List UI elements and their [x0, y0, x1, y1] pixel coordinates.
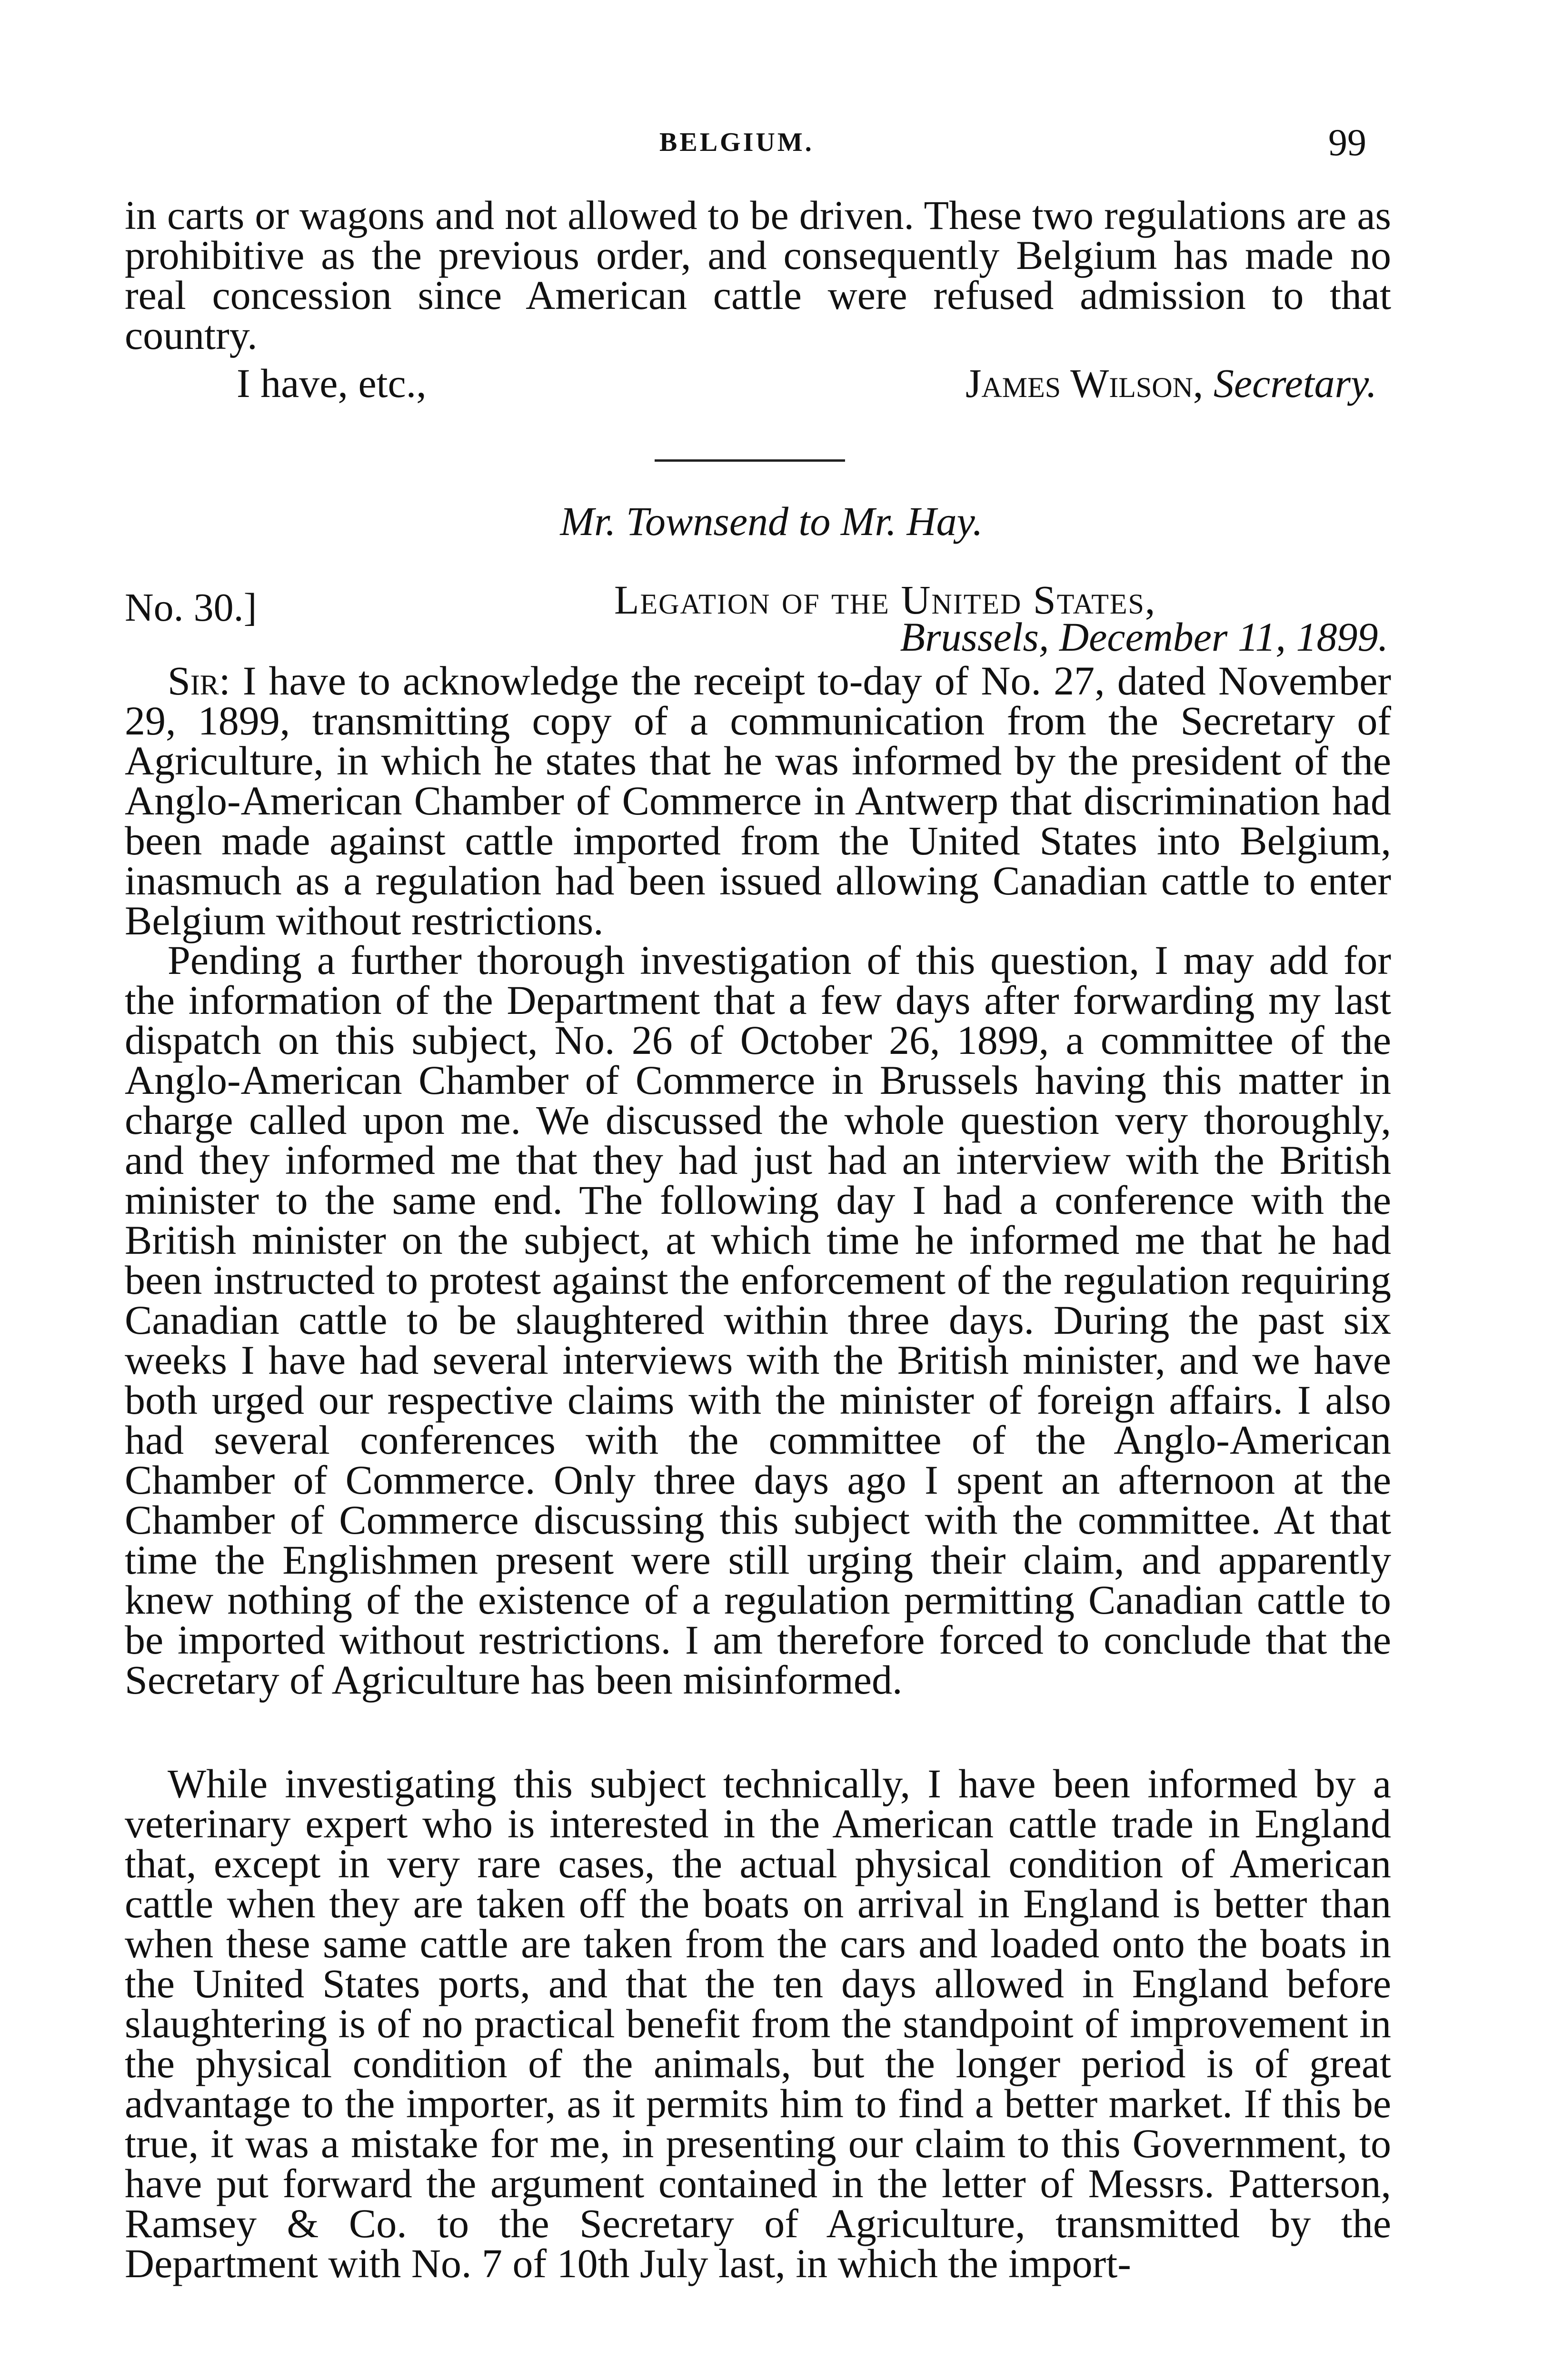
dateline: Brussels, December 11, 1899.	[900, 614, 1388, 660]
salutation: Sir:	[168, 658, 230, 704]
paragraph-1-text: I have to acknowledge the receipt to-day of No. 27, dated November 29, 1899, transmitting copy of a communication from the Secretary of Agriculture, in which he states that he was informed by the president of the Anglo-American Chamber of Commerce in Antwerp that discrimination had been made against cattle imported from the United States into Belgium, inasmuch as a regulation had been issued allowing Canadian cattle to enter Belgium without restrictions.	[125, 658, 1391, 943]
letter-heading: Mr. Townsend to Mr. Hay.	[560, 498, 983, 544]
sender-address: Legation of the United States,	[614, 577, 1156, 623]
running-title: BELGIUM.	[659, 128, 814, 157]
section-divider	[655, 459, 845, 462]
letter-paragraph-3: While investigating this subject technically, I have been informed by a veterinary expert who is interested in the American cattle trade in England that, except in very rare cases, the actual physical condition of American cattle when they are taken off the boats on arrival in England is better than when these same cattle are taken from the cars and loaded onto the boats in the United States ports, and that the ten days allowed in England before slaughtering is of no practical benefit from the standpoint of improvement in the physical condition of the animals, but the longer period is of great advantage to the importer, as it permits him to find a better market. If this be true, it was a mistake for me, in presenting our claim to this Government, to have put forward the argument contained in the letter of Messrs. Patterson, Ramsey & Co. to the Secretary of Agriculture, transmitted by the Department with No. 7 of 10th July last, in which the import-	[125, 1761, 1391, 2286]
letter-paragraph-1	[125, 658, 1391, 943]
signatory-name: James Wilson,	[965, 360, 1204, 406]
running-head	[0, 121, 1543, 164]
letter-paragraph-2: Pending a further thorough investigation of this question, I may add for the information of the Department that a few days after forwarding my last dispatch on this subject, No. 26 of October 26, 1899, a committee of the Anglo-American Chamber of Commerce in Brussels having this matter in charge called upon me. We discussed the whole question very thoroughly, and they informed me that they had just had an interview with the British minister to the same end. The following day I had a conference with the British minister on the subject, at which time he informed me that he had been instructed to protest against the enforcement of the regulation requiring Canadian cattle to be slaughtered within three days. During the past six weeks I have had several interviews with the British minister, and we have both urged our respective claims with the minister of foreign affairs. I also had several conferences with the committee of the Anglo-American Chamber of Commerce. Only three days ago I spent an afternoon at the Chamber of Commerce discussing this subject with the committee. At that time the Englishmen present were still urging their claim, and apparently knew nothing of the existence of a regulation permitting Canadian cattle to be imported without restrictions. I am therefore forced to conclude that the Secretary of Agriculture has been misinformed.	[125, 937, 1391, 1703]
letter-closing	[125, 359, 1391, 406]
dispatch-number: No. 30.]	[125, 585, 257, 630]
closing-greeting: I have, etc.,	[237, 360, 427, 406]
page-number: 99	[1328, 122, 1366, 164]
signature	[966, 359, 1377, 407]
signatory-title: Secretary.	[1213, 360, 1377, 406]
continuation-paragraph: in carts or wagons and not allowed to be driven. These two regulations are as prohibitive as the previous order, and consequently Belgium has made no real concession since American cattle were refused admission to that country.	[125, 192, 1391, 358]
